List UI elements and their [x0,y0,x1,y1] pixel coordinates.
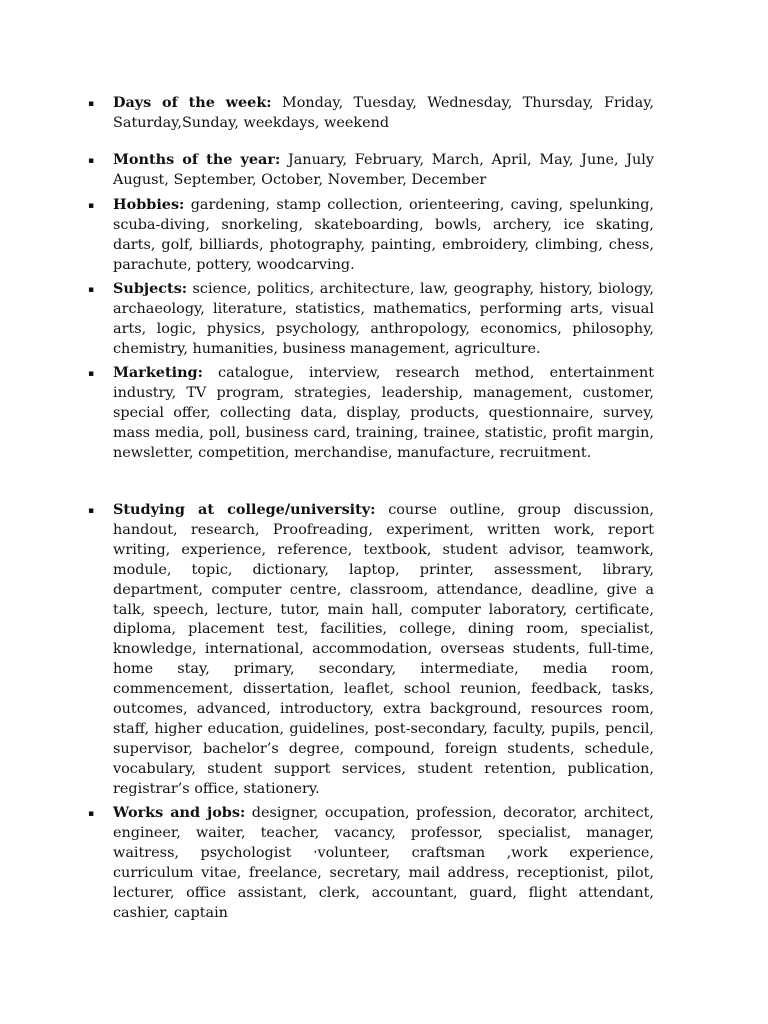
list-item-content: January, February, March, April, May, June, July August, September, October, November, December [113,152,654,188]
list-item-content: science, politics, architecture, law, geography, history, biology, archaeology, literature, statistics, mathematics, performing arts, visual arts, logic, physics, psychology, anthropology, economics, philosophy, chemistry, humanities, business management, agriculture. [113,281,654,357]
list-item-text [113,195,654,276]
list-item-text [113,279,654,360]
bullet-marker: ▪ [88,369,95,379]
list-item-text [113,93,654,134]
list-item-text [113,803,654,923]
bullet-marker: ▪ [88,506,95,516]
list-item-term: Months of the year: [113,151,281,168]
list-item-text [113,500,654,800]
list-item-content: designer, occupation, profession, decorator, architect, engineer, waiter, teacher, vacancy, professor, specialist, manager, waitress, psychologist ‧volunteer, craftsman ,work experience, curriculum vitae, freelance, secretary, mail address, receptionist, pilot, lecturer, office assistant, clerk, accountant, guard, flight attendant, cashier, captain [113,805,654,921]
list-item-content: Monday, Tuesday, Wednesday, Thursday, Friday, Saturday,Sunday, weekdays, weekend [113,95,655,131]
list-item-term: Hobbies: [113,196,185,213]
list-item-term: Marketing: [113,364,203,381]
list-item-term: Studying at college/university: [113,501,376,518]
bullet-marker: ▪ [88,99,95,109]
list-item-text [113,363,654,464]
bullet-marker: ▪ [88,156,95,166]
list-item-term: Works and jobs: [113,804,246,821]
bullet-marker: ▪ [88,285,95,295]
list-item-term: Days of the week: [113,94,272,111]
list-item-content: course outline, group discussion, handout, research, Proofreading, experiment, written work, report writing, experience, reference, textbook, student advisor, teamwork, module, topic, dictionary, laptop, printer, assessment, library, department, computer centre, classroom, attendance, deadline, give a talk, speech, lecture, tutor, main hall, computer laboratory, certificate, diploma, placement test, facilities, college, dining room, specialist, knowledge, international, accommodation, overseas students, full-time, home stay, primary, secondary, intermediate, media room, commencement, dissertation, leaflet, school reunion, feedback, tasks, outcomes, advanced, introductory, extra background, resources room, staff, higher education, guidelines, post-secondary, faculty, pupils, pencil, supervisor, bachelor’s degree, compound, foreign students, schedule, vocabulary, student support services, student retention, publication, registrar’s office, stationery. [113,502,655,797]
list-item-text [113,150,654,191]
list-item-content: gardening, stamp collection, orienteering, caving, spelunking, scuba-diving, snorkeling, skateboarding, bowls, archery, ice skating, darts, golf, billiards, photography, painting, embroidery, climbing, chess, parachute, pottery, woodcarving. [113,197,654,273]
list-item-term: Subjects: [113,280,188,297]
bullet-marker: ▪ [88,809,95,819]
list-item-content: catalogue, interview, research method, entertainment industry, TV program, strategies, leadership, management, customer, special offer, collecting data, display, products, questionnaire, survey, mass media, poll, business card, training, trainee, statistic, profit margin, newsletter, competition, merchandise, manufacture, recruitment. [113,365,654,461]
bullet-marker: ▪ [88,201,95,211]
